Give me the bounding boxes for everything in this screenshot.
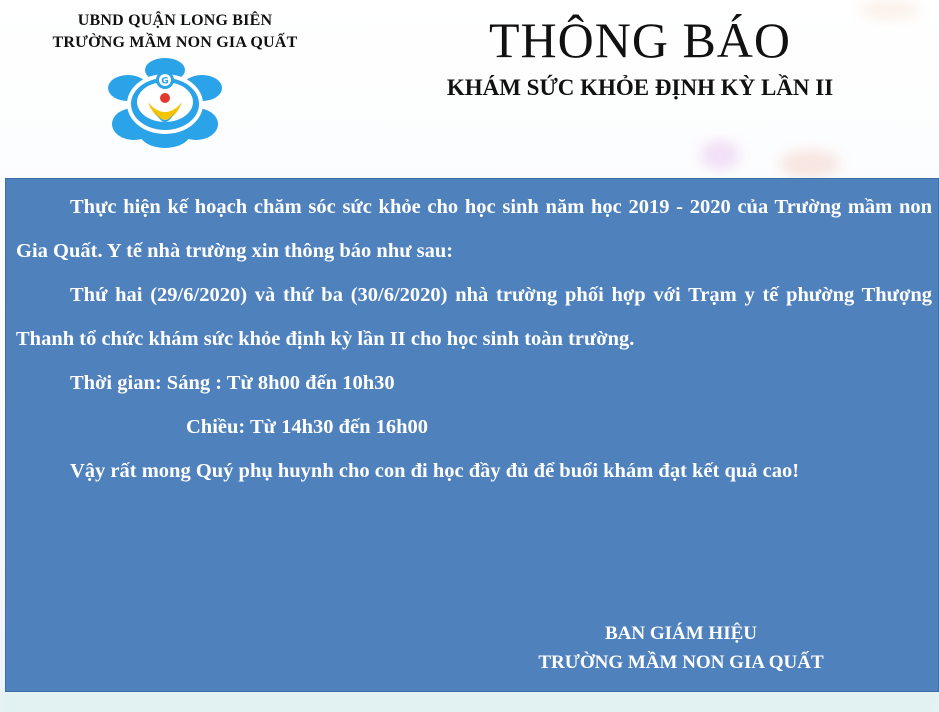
notice-paragraph-intro: Thực hiện kế hoạch chăm sóc sức khỏe cho học sinh năm học 2019 - 2020 của Trường mầm non Gia Quất. Y tế nhà trường xin thông báo như sau: [16,196,932,262]
signature-school: TRƯỜNG MẦM NON GIA QUẤT [538,652,824,673]
svg-text:G: G [161,76,169,87]
org-line-school: TRƯỜNG MẦM NON GIA QUẤT [52,34,298,51]
signature-title: BAN GIÁM HIỆU [604,623,757,644]
notice-paragraph-closing: Vậy rất mong Quý phụ huynh cho con đi học đầy đủ để buổi khám đạt kết quả cao! [70,460,800,482]
organization-block [0,10,350,54]
decorative-strip [0,690,939,712]
notice-panel [5,178,939,692]
notice-paragraph-schedule: Thứ hai (29/6/2020) và thứ ba (30/6/2020) nhà trường phối hợp với Trạm y tế phường Thượng Thanh tổ chức khám sức khỏe định kỳ lần II cho học sinh toàn trường. [16,284,932,350]
notice-header [0,0,939,168]
page-subtitle: KHÁM SỨC KHỎE ĐỊNH KỲ LẦN II [446,75,834,100]
time-morning: Thời gian: Sáng : Từ 8h00 đến 10h30 [70,372,395,394]
page-title: THÔNG BÁO [488,12,792,68]
school-logo-icon [104,58,226,150]
notice-body [16,185,932,493]
time-afternoon: Chiều: Từ 14h30 đến 16h00 [186,416,429,438]
org-line-district: UBND QUẬN LONG BIÊN [77,12,273,29]
signature-block [486,619,876,677]
